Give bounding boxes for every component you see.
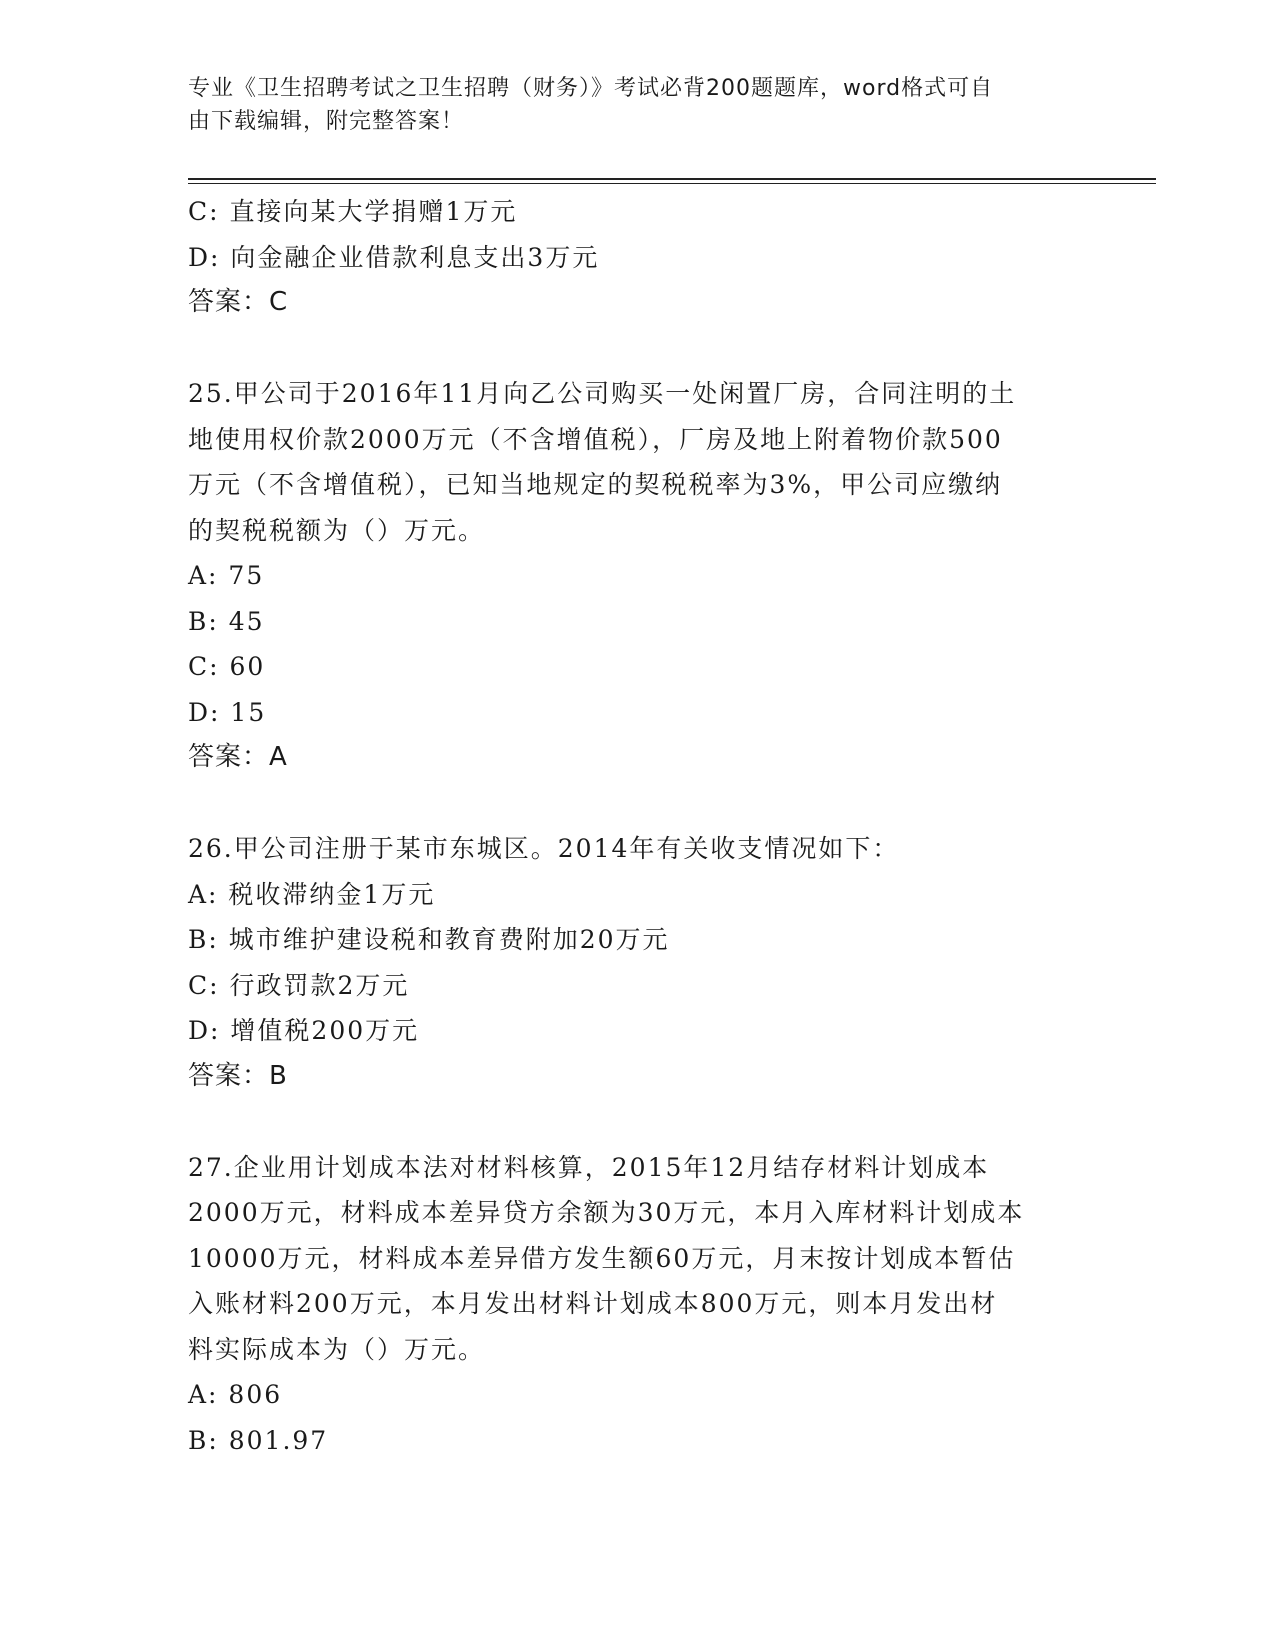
option-b: B: 45 <box>188 606 265 636</box>
question-25 <box>188 371 1088 781</box>
option-b: B: 801.97 <box>188 1425 329 1455</box>
question-text-line: 入账材料200万元，本月发出材料计划成本800万元，则本月发出材 <box>188 1289 998 1318</box>
answer-line: 答案：C <box>188 287 289 317</box>
option-d: D: 15 <box>188 697 267 727</box>
option-a: A: 75 <box>188 561 265 590</box>
question-27 <box>188 1145 1088 1464</box>
option-d: D: 向金融企业借款利息支出3万元 <box>188 242 600 272</box>
answer-line: 答案：A <box>188 742 288 772</box>
option-c: C: 直接向某大学捐赠1万元 <box>188 197 518 226</box>
option-c: C: 行政罚款2万元 <box>188 970 410 1000</box>
question-text-line: 2000万元，材料成本差异贷方余额为30万元，本月入库材料计划成本 <box>188 1198 1025 1227</box>
question-text-line: 地使用权价款2000万元（不含增值税），厂房及地上附着物价款500 <box>188 424 1003 454</box>
spacer <box>188 1099 1088 1145</box>
option-b: B: 城市维护建设税和教育费附加20万元 <box>188 925 670 954</box>
header-rule-thick <box>188 178 1156 180</box>
question-text-line: 万元（不含增值税），已知当地规定的契税税率为3%，甲公司应缴纳 <box>188 470 1003 499</box>
question-text-line: 料实际成本为（）万元。 <box>188 1334 486 1364</box>
document-body <box>188 189 1088 1463</box>
question-26 <box>188 826 1088 1099</box>
option-a: A: 806 <box>188 1380 283 1409</box>
option-c: C: 60 <box>188 652 266 681</box>
question-text-line: 27.企业用计划成本法对材料核算，2015年12月结存材料计划成本 <box>188 1152 990 1182</box>
answer-line: 答案：B <box>188 1060 288 1091</box>
spacer <box>188 781 1088 827</box>
header-line-1: 专业《卫生招聘考试之卫生招聘（财务）》考试必背200题题库，word格式可自 <box>188 76 994 101</box>
option-d: D: 增值税200万元 <box>188 1016 420 1045</box>
header-rule-thin <box>188 183 1156 184</box>
question-text-line: 26.甲公司注册于某市东城区。2014年有关收支情况如下： <box>188 834 900 863</box>
spacer <box>188 326 1088 372</box>
question-text-line: 10000万元，材料成本差异借方发生额60万元，月末按计划成本暂估 <box>188 1243 1016 1273</box>
document-header <box>188 72 1088 138</box>
question-text-line: 25.甲公司于2016年11月向乙公司购买一处闲置厂房，合同注明的土 <box>188 379 1017 408</box>
question-text-line: 的契税税额为（）万元。 <box>188 515 486 545</box>
option-a: A: 税收滞纳金1万元 <box>188 879 436 909</box>
header-line-2: 由下载编辑，附完整答案！ <box>188 109 465 134</box>
